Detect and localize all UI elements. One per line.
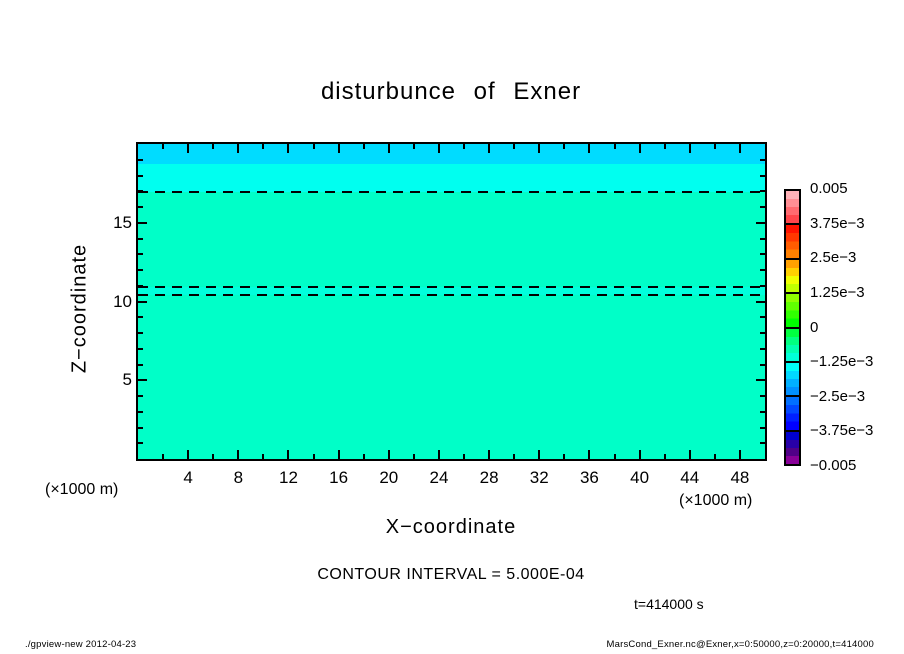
z-tick: [138, 285, 143, 287]
colorbar-tick-label: −3.75e−3: [810, 422, 874, 440]
x-tick: [614, 144, 616, 149]
z-tick: [138, 364, 143, 366]
x-tick: [338, 144, 340, 153]
x-tick: [212, 454, 214, 459]
x-tick: [388, 144, 390, 153]
colorbar-tick-label: 0: [810, 318, 819, 336]
colorbar-segment: [786, 225, 799, 259]
x-tick: [639, 450, 641, 459]
x-tick-label: 36: [579, 468, 599, 487]
x-tick-label: 40: [630, 468, 650, 487]
x-tick: [538, 144, 540, 153]
z-tick: [760, 316, 765, 318]
x-tick: [664, 454, 666, 459]
z-tick: [138, 159, 143, 161]
x-tick: [463, 144, 465, 149]
z-tick: [760, 253, 765, 255]
x-tick: [162, 144, 164, 149]
x-tick: [588, 450, 590, 459]
footer-command-text: ./gpview-new 2012-04-23: [25, 639, 137, 650]
z-tick: [756, 301, 765, 303]
z-axis-unit-label: (×1000 m): [45, 481, 119, 498]
x-tick: [187, 144, 189, 153]
x-axis-unit-label: (×1000 m): [679, 492, 753, 509]
footer-source-text: MarsCond_Exner.nc@Exner,x=0:50000,z=0:20000,t=414000: [606, 639, 874, 650]
z-tick: [760, 190, 765, 192]
x-tick: [689, 144, 691, 153]
colorbar-tick-label: 1.25e−3: [810, 283, 865, 301]
contour-interval-note: CONTOUR INTERVAL = 5.000E-04: [317, 566, 585, 583]
colorbar-segment: [786, 191, 799, 225]
x-tick: [639, 144, 641, 153]
x-tick: [413, 144, 415, 149]
z-tick: [138, 301, 147, 303]
x-tick: [538, 450, 540, 459]
colorbar-tick-label: 0.005: [810, 180, 848, 197]
z-tick: [138, 442, 143, 444]
z-tick-label: 15: [113, 212, 132, 232]
x-tick: [237, 450, 239, 459]
z-tick: [760, 427, 765, 429]
colorbar-segment: [786, 294, 799, 328]
x-tick: [262, 454, 264, 459]
fill-band: [138, 164, 765, 192]
colorbar-segment: [786, 432, 799, 464]
x-tick: [664, 144, 666, 149]
z-tick: [760, 411, 765, 413]
z-tick: [138, 238, 143, 240]
x-tick-label: 20: [379, 468, 399, 487]
colorbar-tick-label: −2.5e−3: [810, 387, 866, 405]
z-tick: [760, 175, 765, 177]
plot-title: disturbunce of Exner: [320, 78, 582, 105]
x-tick: [212, 144, 214, 149]
fill-band: [138, 144, 765, 164]
z-tick: [760, 348, 765, 350]
z-tick: [138, 206, 143, 208]
z-tick: [760, 442, 765, 444]
x-tick: [714, 144, 716, 149]
x-tick-label: 48: [730, 468, 750, 487]
z-tick-label: 5: [122, 370, 132, 390]
x-tick-label: 28: [479, 468, 499, 487]
x-tick-label: 4: [183, 468, 193, 487]
x-tick: [588, 144, 590, 153]
x-tick: [313, 454, 315, 459]
z-tick: [138, 175, 143, 177]
z-tick: [138, 190, 143, 192]
z-tick: [138, 379, 147, 381]
z-tick: [760, 159, 765, 161]
z-tick: [138, 427, 143, 429]
x-tick: [739, 450, 741, 459]
x-tick: [413, 454, 415, 459]
z-tick: [138, 316, 143, 318]
colorbar-tick-label: 3.75e−3: [810, 214, 865, 232]
x-tick: [563, 144, 565, 149]
colorbar-tick-label: 2.5e−3: [810, 249, 857, 267]
x-tick: [513, 144, 515, 149]
x-tick: [689, 450, 691, 459]
x-tick: [287, 144, 289, 153]
z-tick: [138, 222, 147, 224]
colorbar-segment: [786, 397, 799, 431]
x-tick: [563, 454, 565, 459]
z-tick: [760, 332, 765, 334]
z-tick: [138, 411, 143, 413]
x-tick: [488, 450, 490, 459]
x-tick: [162, 454, 164, 459]
x-tick: [739, 144, 741, 153]
x-axis-label: X−coordinate: [385, 516, 517, 538]
z-tick: [760, 395, 765, 397]
x-tick: [187, 450, 189, 459]
x-tick-label: 44: [680, 468, 700, 487]
x-tick: [237, 144, 239, 153]
colorbar-segment: [786, 363, 799, 397]
contour-line: [138, 286, 765, 288]
plot-area: [136, 142, 767, 461]
fill-band: [138, 192, 765, 459]
z-axis-label: Z−coordinate: [68, 243, 91, 374]
z-tick: [760, 285, 765, 287]
z-tick: [138, 332, 143, 334]
z-tick: [138, 348, 143, 350]
z-tick-label: 10: [113, 291, 132, 311]
colorbar-segment: [786, 329, 799, 363]
x-tick: [262, 144, 264, 149]
colorbar-tick-label: −1.25e−3: [810, 353, 874, 371]
z-tick: [138, 395, 143, 397]
z-tick: [760, 206, 765, 208]
x-tick: [463, 454, 465, 459]
x-tick: [614, 454, 616, 459]
colorbar-segment: [786, 260, 799, 294]
z-tick: [138, 269, 143, 271]
x-tick: [363, 454, 365, 459]
z-tick: [760, 269, 765, 271]
x-tick-label: 32: [529, 468, 549, 487]
time-annotation: t=414000 s: [634, 596, 704, 612]
x-tick-label: 12: [279, 468, 298, 487]
x-tick: [287, 450, 289, 459]
z-tick: [760, 238, 765, 240]
colorbar-tick-label: −0.005: [810, 457, 857, 474]
z-tick: [756, 379, 765, 381]
x-tick: [488, 144, 490, 153]
x-tick-label: 24: [429, 468, 449, 487]
z-tick: [756, 222, 765, 224]
x-tick: [363, 144, 365, 149]
x-tick: [438, 144, 440, 153]
z-tick: [760, 364, 765, 366]
x-tick: [714, 454, 716, 459]
contour-line: [138, 294, 765, 296]
x-tick-label: 16: [329, 468, 349, 487]
z-tick: [138, 253, 143, 255]
contour-line: [138, 191, 765, 193]
x-tick: [313, 144, 315, 149]
x-tick: [438, 450, 440, 459]
x-tick: [388, 450, 390, 459]
x-tick-label: 8: [233, 468, 244, 487]
x-tick: [338, 450, 340, 459]
x-tick: [513, 454, 515, 459]
colorbar: [784, 189, 801, 466]
